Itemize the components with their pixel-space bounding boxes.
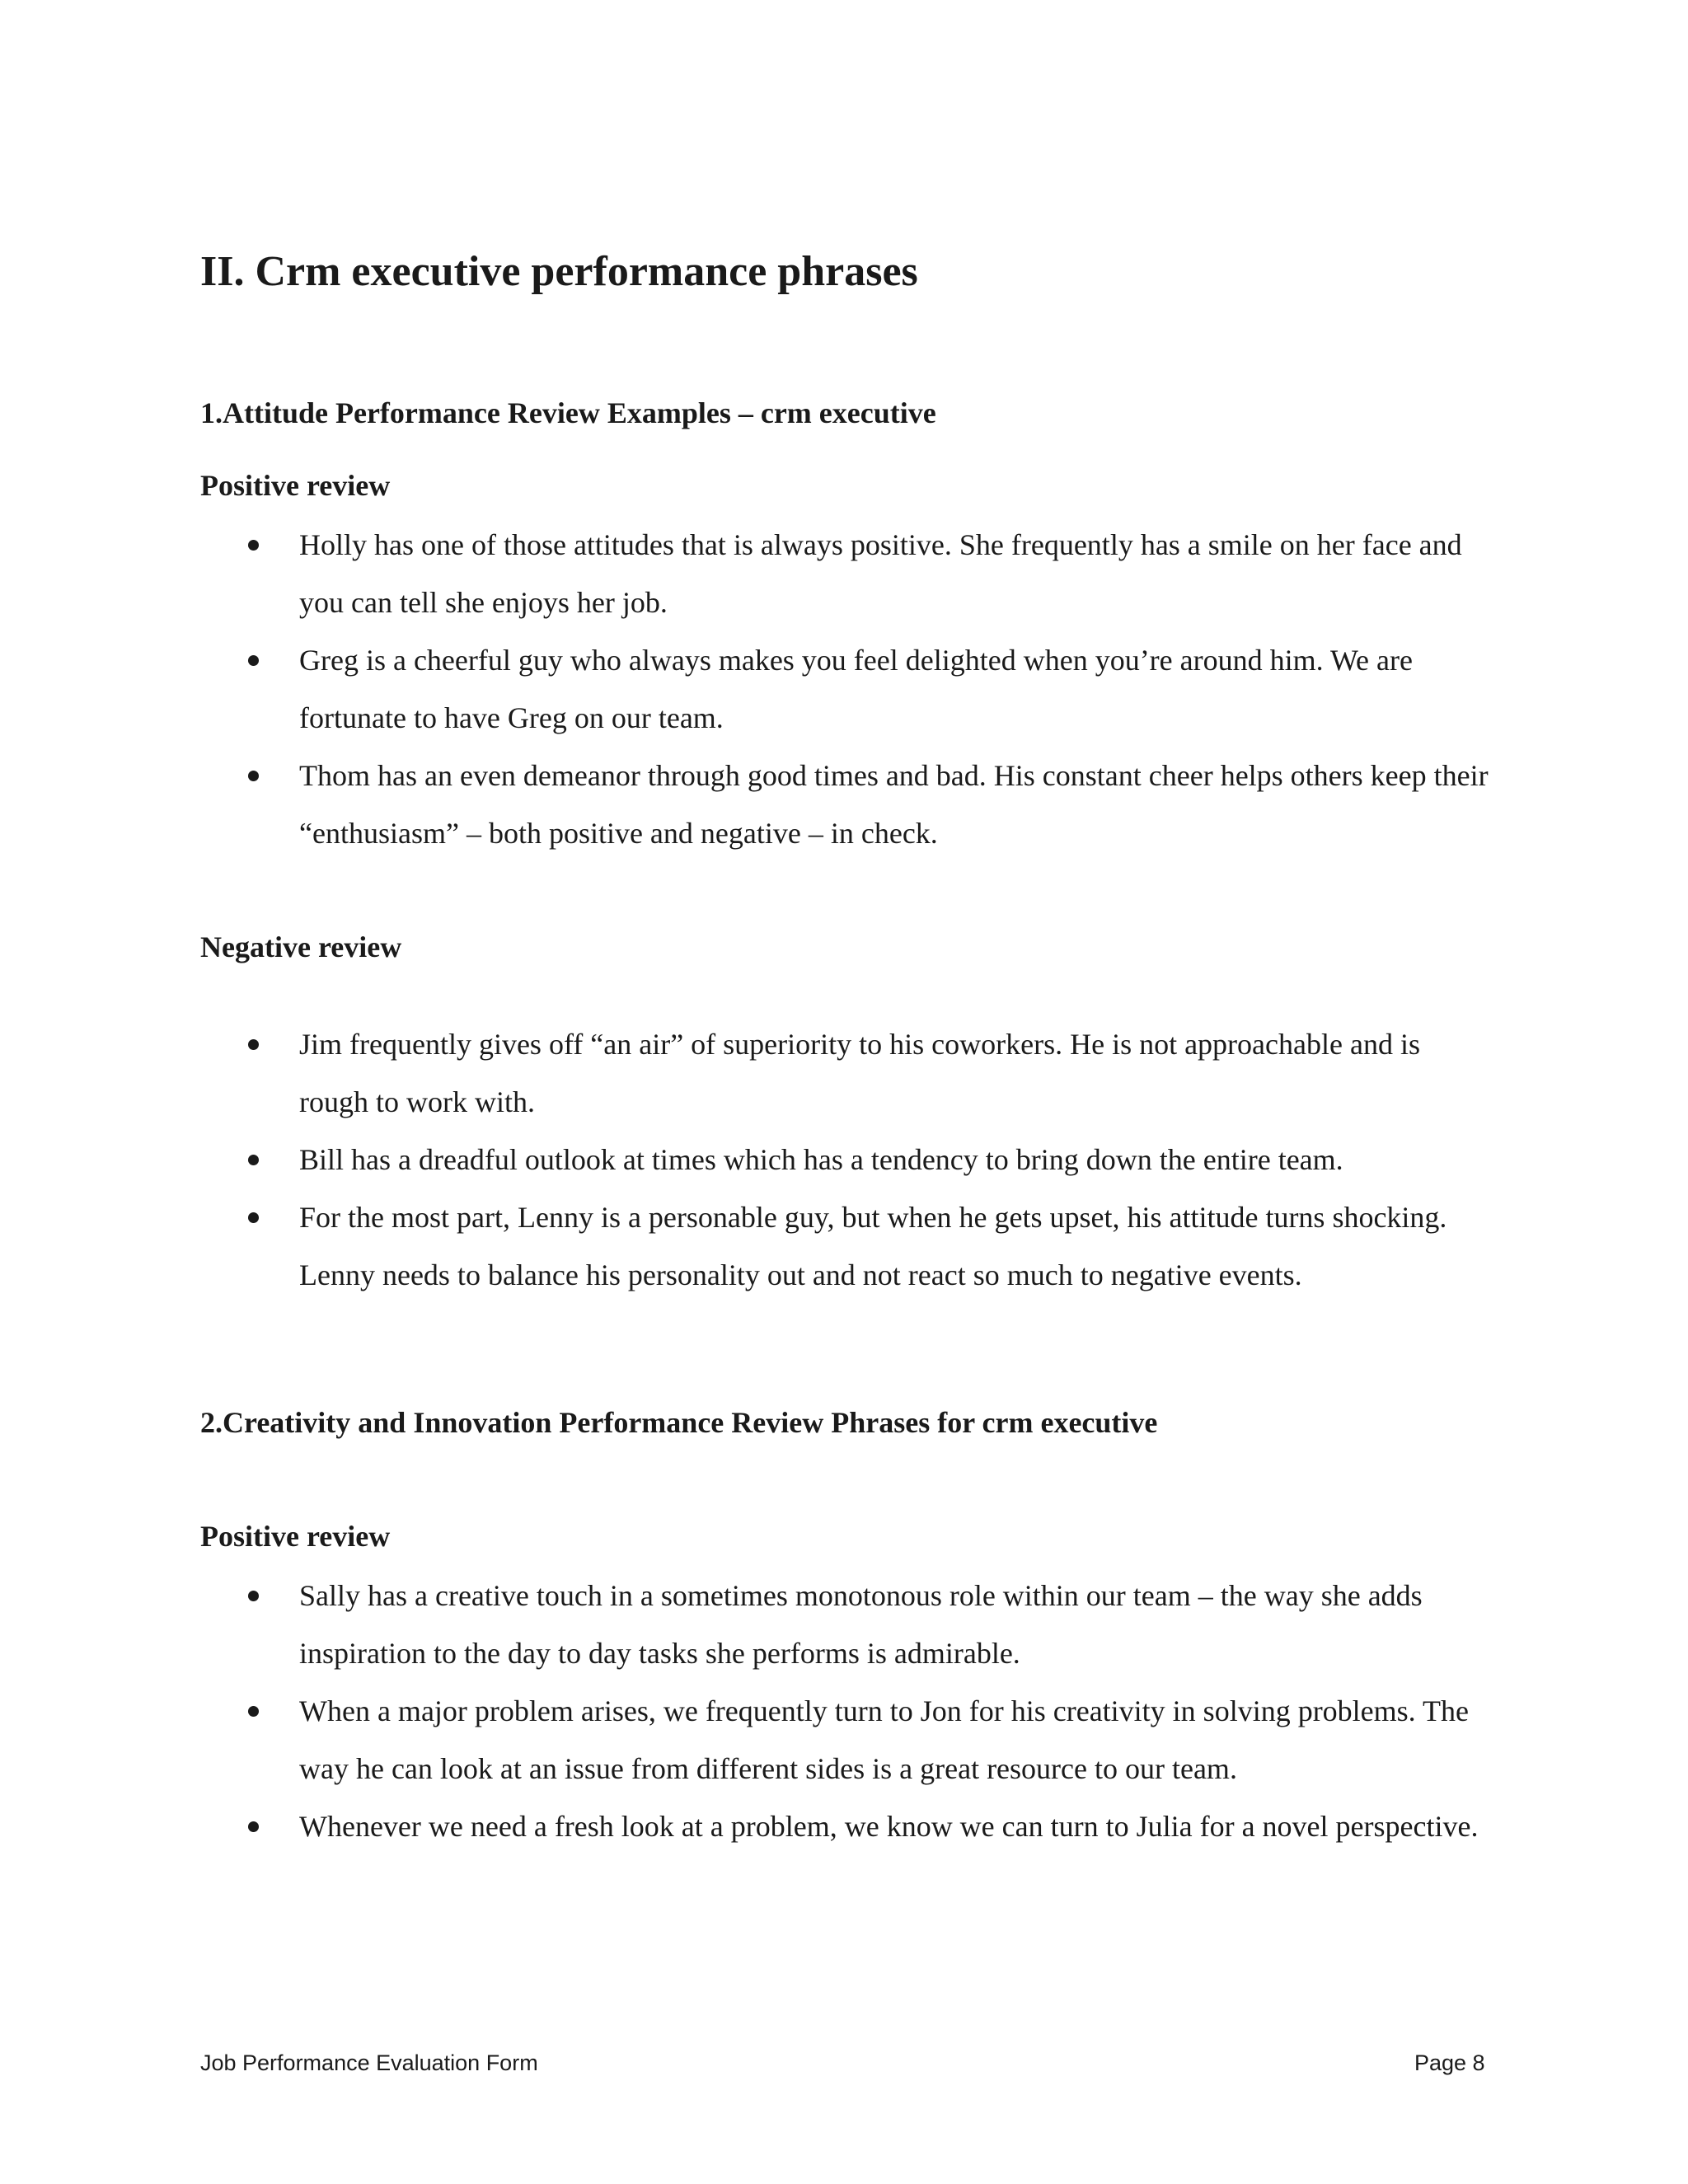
bullet-icon: [248, 540, 259, 551]
list-item: When a major problem arises, we frequently turn to Jon for his creativity in solving problems. The way he can look at an issue from different sides is a great resource to our team.: [0, 1682, 1494, 1797]
list-item: For the most part, Lenny is a personable guy, but when he gets upset, his attitude turns shocking. Lenny needs to balance his personality out and not react so much to negative events.: [0, 1188, 1494, 1304]
bullet-icon: [248, 1039, 259, 1050]
list-item: Bill has a dreadful outlook at times which has a tendency to bring down the entire team.: [0, 1131, 1494, 1188]
list-item: Sally has a creative touch in a sometimes monotonous role within our team – the way she adds inspiration to the day to day tasks she performs is admirable.: [0, 1567, 1494, 1682]
bullet-icon: [248, 1212, 259, 1223]
bullet-icon: [248, 655, 259, 666]
section2-heading: 2.Creativity and Innovation Performance Review Phrases for crm executive: [200, 1406, 1158, 1439]
section1-negative-label: Negative review: [200, 930, 402, 963]
bullet-icon: [248, 1155, 259, 1165]
list-item: Jim frequently gives off “an air” of superiority to his coworkers. He is not approachable and is rough to work with.: [0, 1015, 1494, 1131]
list-item: Whenever we need a fresh look at a problem, we know we can turn to Julia for a novel perspective.: [0, 1797, 1494, 1855]
section1-positive-list: [0, 516, 1688, 862]
section1-heading: 1.Attitude Performance Review Examples – crm executive: [200, 396, 936, 429]
section1-negative-list: [0, 1015, 1688, 1304]
list-item: Holly has one of those attitudes that is always positive. She frequently has a smile on her face and you can tell she enjoys her job.: [0, 516, 1494, 631]
list-item: Greg is a cheerful guy who always makes you feel delighted when you’re around him. We are fortunate to have Greg on our team.: [0, 631, 1494, 747]
page-title: II. Crm executive performance phrases: [200, 248, 918, 295]
bullet-icon: [248, 1706, 259, 1717]
list-item: Thom has an even demeanor through good times and bad. His constant cheer helps others keep their “enthusiasm” – both positive and negative – in check.: [0, 747, 1494, 862]
bullet-icon: [248, 1591, 259, 1601]
section1-positive-label: Positive review: [200, 469, 391, 502]
section2-positive-list: [0, 1567, 1688, 1855]
bullet-icon: [248, 771, 259, 781]
footer-page-number: Page 8: [1414, 2050, 1485, 2075]
section2-positive-label: Positive review: [200, 1520, 391, 1553]
footer-form-name: Job Performance Evaluation Form: [200, 2050, 538, 2075]
bullet-icon: [248, 1821, 259, 1832]
